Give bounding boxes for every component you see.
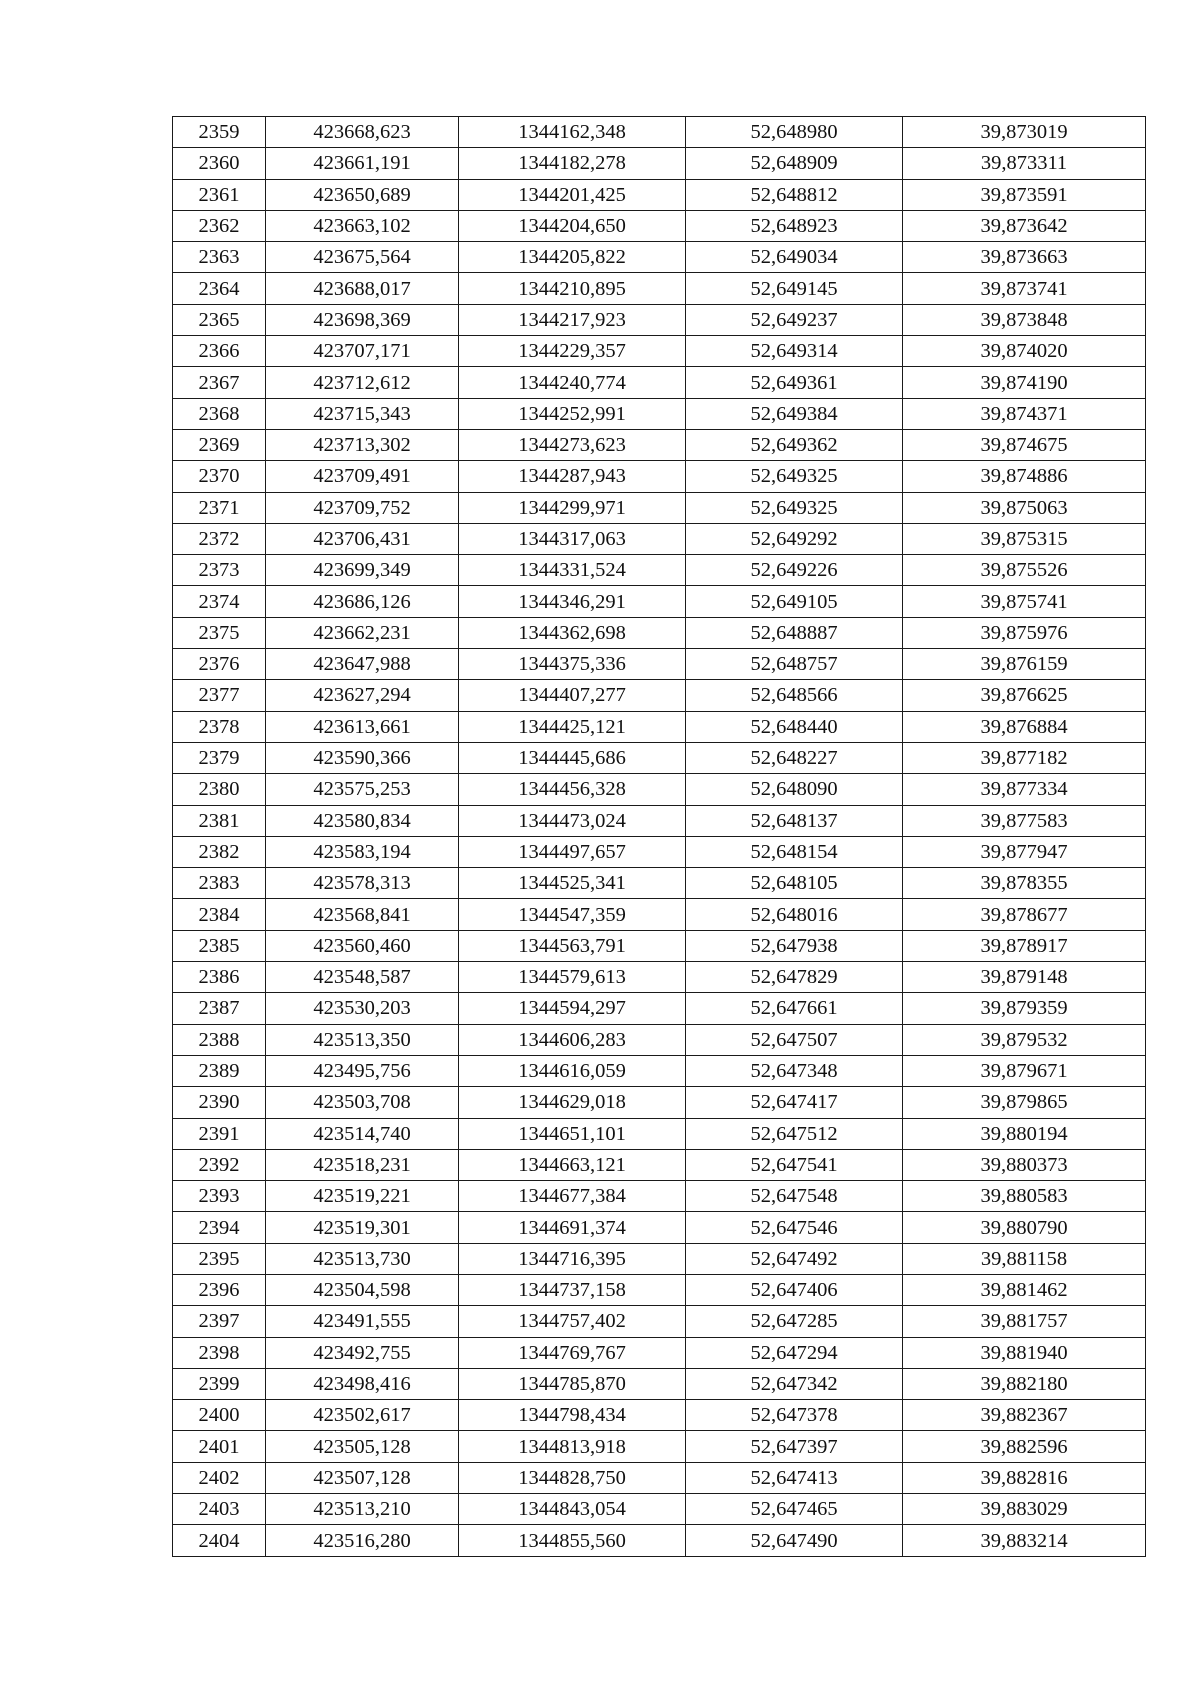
point-number-cell: 2386 bbox=[173, 962, 266, 993]
table-row bbox=[173, 523, 1146, 554]
latitude-cell: 52,649361 bbox=[686, 367, 903, 398]
longitude-cell: 39,880583 bbox=[903, 1181, 1146, 1212]
table-row bbox=[173, 993, 1146, 1024]
latitude-cell: 52,648090 bbox=[686, 774, 903, 805]
coord-y-cell: 1344843,054 bbox=[459, 1494, 686, 1525]
point-number-cell: 2393 bbox=[173, 1181, 266, 1212]
coord-x-cell: 423580,834 bbox=[266, 805, 459, 836]
longitude-cell: 39,880790 bbox=[903, 1212, 1146, 1243]
table-row bbox=[173, 1368, 1146, 1399]
table-row bbox=[173, 1055, 1146, 1086]
coord-x-cell: 423503,708 bbox=[266, 1087, 459, 1118]
coordinates-table-body bbox=[173, 117, 1146, 1557]
coord-y-cell: 1344425,121 bbox=[459, 711, 686, 742]
coord-x-cell: 423548,587 bbox=[266, 962, 459, 993]
longitude-cell: 39,877947 bbox=[903, 836, 1146, 867]
latitude-cell: 52,648440 bbox=[686, 711, 903, 742]
coord-x-cell: 423583,194 bbox=[266, 836, 459, 867]
coord-x-cell: 423495,756 bbox=[266, 1055, 459, 1086]
longitude-cell: 39,882367 bbox=[903, 1400, 1146, 1431]
coord-y-cell: 1344594,297 bbox=[459, 993, 686, 1024]
point-number-cell: 2396 bbox=[173, 1274, 266, 1305]
coord-y-cell: 1344204,650 bbox=[459, 210, 686, 241]
coord-x-cell: 423590,366 bbox=[266, 742, 459, 773]
latitude-cell: 52,647492 bbox=[686, 1243, 903, 1274]
latitude-cell: 52,648757 bbox=[686, 649, 903, 680]
longitude-cell: 39,875315 bbox=[903, 523, 1146, 554]
point-number-cell: 2371 bbox=[173, 492, 266, 523]
coord-x-cell: 423491,555 bbox=[266, 1306, 459, 1337]
longitude-cell: 39,873311 bbox=[903, 148, 1146, 179]
table-row bbox=[173, 1525, 1146, 1556]
coord-x-cell: 423627,294 bbox=[266, 680, 459, 711]
latitude-cell: 52,649034 bbox=[686, 242, 903, 273]
longitude-cell: 39,873019 bbox=[903, 117, 1146, 148]
coord-x-cell: 423709,491 bbox=[266, 461, 459, 492]
coord-y-cell: 1344716,395 bbox=[459, 1243, 686, 1274]
coord-y-cell: 1344205,822 bbox=[459, 242, 686, 273]
table-row bbox=[173, 836, 1146, 867]
coord-y-cell: 1344273,623 bbox=[459, 429, 686, 460]
point-number-cell: 2385 bbox=[173, 930, 266, 961]
table-row bbox=[173, 242, 1146, 273]
coord-x-cell: 423498,416 bbox=[266, 1368, 459, 1399]
latitude-cell: 52,647285 bbox=[686, 1306, 903, 1337]
longitude-cell: 39,882180 bbox=[903, 1368, 1146, 1399]
longitude-cell: 39,882816 bbox=[903, 1462, 1146, 1493]
point-number-cell: 2369 bbox=[173, 429, 266, 460]
latitude-cell: 52,649226 bbox=[686, 555, 903, 586]
longitude-cell: 39,881940 bbox=[903, 1337, 1146, 1368]
latitude-cell: 52,647406 bbox=[686, 1274, 903, 1305]
coord-y-cell: 1344629,018 bbox=[459, 1087, 686, 1118]
point-number-cell: 2395 bbox=[173, 1243, 266, 1274]
point-number-cell: 2362 bbox=[173, 210, 266, 241]
latitude-cell: 52,648016 bbox=[686, 899, 903, 930]
coord-y-cell: 1344201,425 bbox=[459, 179, 686, 210]
coord-y-cell: 1344757,402 bbox=[459, 1306, 686, 1337]
coord-y-cell: 1344182,278 bbox=[459, 148, 686, 179]
longitude-cell: 39,876159 bbox=[903, 649, 1146, 680]
point-number-cell: 2380 bbox=[173, 774, 266, 805]
point-number-cell: 2375 bbox=[173, 617, 266, 648]
coord-y-cell: 1344240,774 bbox=[459, 367, 686, 398]
coord-x-cell: 423699,349 bbox=[266, 555, 459, 586]
point-number-cell: 2360 bbox=[173, 148, 266, 179]
point-number-cell: 2373 bbox=[173, 555, 266, 586]
table-row bbox=[173, 1462, 1146, 1493]
table-row bbox=[173, 148, 1146, 179]
longitude-cell: 39,876625 bbox=[903, 680, 1146, 711]
table-row bbox=[173, 398, 1146, 429]
coord-x-cell: 423662,231 bbox=[266, 617, 459, 648]
table-row bbox=[173, 304, 1146, 335]
point-number-cell: 2389 bbox=[173, 1055, 266, 1086]
coord-y-cell: 1344497,657 bbox=[459, 836, 686, 867]
table-row bbox=[173, 617, 1146, 648]
point-number-cell: 2361 bbox=[173, 179, 266, 210]
point-number-cell: 2378 bbox=[173, 711, 266, 742]
table-row bbox=[173, 774, 1146, 805]
latitude-cell: 52,647378 bbox=[686, 1400, 903, 1431]
coord-y-cell: 1344473,024 bbox=[459, 805, 686, 836]
coord-x-cell: 423519,301 bbox=[266, 1212, 459, 1243]
coord-x-cell: 423706,431 bbox=[266, 523, 459, 554]
point-number-cell: 2383 bbox=[173, 868, 266, 899]
point-number-cell: 2391 bbox=[173, 1118, 266, 1149]
table-row bbox=[173, 367, 1146, 398]
longitude-cell: 39,873642 bbox=[903, 210, 1146, 241]
longitude-cell: 39,875741 bbox=[903, 586, 1146, 617]
coord-x-cell: 423516,280 bbox=[266, 1525, 459, 1556]
coord-x-cell: 423530,203 bbox=[266, 993, 459, 1024]
coord-x-cell: 423698,369 bbox=[266, 304, 459, 335]
point-number-cell: 2404 bbox=[173, 1525, 266, 1556]
point-number-cell: 2359 bbox=[173, 117, 266, 148]
coord-y-cell: 1344375,336 bbox=[459, 649, 686, 680]
coord-x-cell: 423513,730 bbox=[266, 1243, 459, 1274]
latitude-cell: 52,647342 bbox=[686, 1368, 903, 1399]
coord-y-cell: 1344525,341 bbox=[459, 868, 686, 899]
coord-x-cell: 423513,350 bbox=[266, 1024, 459, 1055]
latitude-cell: 52,647397 bbox=[686, 1431, 903, 1462]
longitude-cell: 39,883029 bbox=[903, 1494, 1146, 1525]
coord-x-cell: 423613,661 bbox=[266, 711, 459, 742]
coord-y-cell: 1344299,971 bbox=[459, 492, 686, 523]
coord-y-cell: 1344737,158 bbox=[459, 1274, 686, 1305]
table-row bbox=[173, 1118, 1146, 1149]
point-number-cell: 2402 bbox=[173, 1462, 266, 1493]
table-row bbox=[173, 649, 1146, 680]
latitude-cell: 52,647829 bbox=[686, 962, 903, 993]
longitude-cell: 39,879532 bbox=[903, 1024, 1146, 1055]
longitude-cell: 39,879148 bbox=[903, 962, 1146, 993]
coord-x-cell: 423675,564 bbox=[266, 242, 459, 273]
point-number-cell: 2388 bbox=[173, 1024, 266, 1055]
latitude-cell: 52,648137 bbox=[686, 805, 903, 836]
latitude-cell: 52,647938 bbox=[686, 930, 903, 961]
coord-y-cell: 1344456,328 bbox=[459, 774, 686, 805]
longitude-cell: 39,874886 bbox=[903, 461, 1146, 492]
coord-x-cell: 423661,191 bbox=[266, 148, 459, 179]
longitude-cell: 39,878355 bbox=[903, 868, 1146, 899]
coord-y-cell: 1344651,101 bbox=[459, 1118, 686, 1149]
coord-y-cell: 1344252,991 bbox=[459, 398, 686, 429]
table-row bbox=[173, 117, 1146, 148]
table-row bbox=[173, 461, 1146, 492]
latitude-cell: 52,647465 bbox=[686, 1494, 903, 1525]
coord-x-cell: 423514,740 bbox=[266, 1118, 459, 1149]
coord-y-cell: 1344210,895 bbox=[459, 273, 686, 304]
point-number-cell: 2400 bbox=[173, 1400, 266, 1431]
latitude-cell: 52,647294 bbox=[686, 1337, 903, 1368]
table-row bbox=[173, 1431, 1146, 1462]
table-row bbox=[173, 1024, 1146, 1055]
longitude-cell: 39,881158 bbox=[903, 1243, 1146, 1274]
table-row bbox=[173, 1243, 1146, 1274]
coord-y-cell: 1344287,943 bbox=[459, 461, 686, 492]
table-row bbox=[173, 1149, 1146, 1180]
coord-y-cell: 1344828,750 bbox=[459, 1462, 686, 1493]
latitude-cell: 52,648227 bbox=[686, 742, 903, 773]
point-number-cell: 2365 bbox=[173, 304, 266, 335]
latitude-cell: 52,649237 bbox=[686, 304, 903, 335]
latitude-cell: 52,648154 bbox=[686, 836, 903, 867]
latitude-cell: 52,647546 bbox=[686, 1212, 903, 1243]
coord-y-cell: 1344547,359 bbox=[459, 899, 686, 930]
latitude-cell: 52,649325 bbox=[686, 492, 903, 523]
table-row bbox=[173, 1274, 1146, 1305]
latitude-cell: 52,647490 bbox=[686, 1525, 903, 1556]
table-row bbox=[173, 930, 1146, 961]
latitude-cell: 52,647548 bbox=[686, 1181, 903, 1212]
table-row bbox=[173, 273, 1146, 304]
longitude-cell: 39,878677 bbox=[903, 899, 1146, 930]
latitude-cell: 52,647512 bbox=[686, 1118, 903, 1149]
point-number-cell: 2398 bbox=[173, 1337, 266, 1368]
coord-x-cell: 423650,689 bbox=[266, 179, 459, 210]
latitude-cell: 52,649292 bbox=[686, 523, 903, 554]
coord-y-cell: 1344691,374 bbox=[459, 1212, 686, 1243]
table-row bbox=[173, 1494, 1146, 1525]
coord-y-cell: 1344663,121 bbox=[459, 1149, 686, 1180]
point-number-cell: 2364 bbox=[173, 273, 266, 304]
table-row bbox=[173, 1087, 1146, 1118]
coord-x-cell: 423492,755 bbox=[266, 1337, 459, 1368]
longitude-cell: 39,874190 bbox=[903, 367, 1146, 398]
longitude-cell: 39,873848 bbox=[903, 304, 1146, 335]
point-number-cell: 2397 bbox=[173, 1306, 266, 1337]
coord-y-cell: 1344798,434 bbox=[459, 1400, 686, 1431]
coord-y-cell: 1344769,767 bbox=[459, 1337, 686, 1368]
latitude-cell: 52,647348 bbox=[686, 1055, 903, 1086]
latitude-cell: 52,648105 bbox=[686, 868, 903, 899]
longitude-cell: 39,874371 bbox=[903, 398, 1146, 429]
longitude-cell: 39,879865 bbox=[903, 1087, 1146, 1118]
longitude-cell: 39,880373 bbox=[903, 1149, 1146, 1180]
coord-x-cell: 423575,253 bbox=[266, 774, 459, 805]
point-number-cell: 2377 bbox=[173, 680, 266, 711]
table-row bbox=[173, 680, 1146, 711]
point-number-cell: 2382 bbox=[173, 836, 266, 867]
longitude-cell: 39,877334 bbox=[903, 774, 1146, 805]
table-row bbox=[173, 429, 1146, 460]
table-row bbox=[173, 711, 1146, 742]
latitude-cell: 52,649105 bbox=[686, 586, 903, 617]
coord-x-cell: 423504,598 bbox=[266, 1274, 459, 1305]
point-number-cell: 2381 bbox=[173, 805, 266, 836]
longitude-cell: 39,879671 bbox=[903, 1055, 1146, 1086]
point-number-cell: 2403 bbox=[173, 1494, 266, 1525]
longitude-cell: 39,875526 bbox=[903, 555, 1146, 586]
coord-x-cell: 423686,126 bbox=[266, 586, 459, 617]
longitude-cell: 39,877583 bbox=[903, 805, 1146, 836]
coord-y-cell: 1344362,698 bbox=[459, 617, 686, 648]
coord-y-cell: 1344855,560 bbox=[459, 1525, 686, 1556]
latitude-cell: 52,649314 bbox=[686, 336, 903, 367]
longitude-cell: 39,877182 bbox=[903, 742, 1146, 773]
point-number-cell: 2366 bbox=[173, 336, 266, 367]
coord-x-cell: 423568,841 bbox=[266, 899, 459, 930]
latitude-cell: 52,649145 bbox=[686, 273, 903, 304]
longitude-cell: 39,879359 bbox=[903, 993, 1146, 1024]
longitude-cell: 39,880194 bbox=[903, 1118, 1146, 1149]
table-row bbox=[173, 962, 1146, 993]
longitude-cell: 39,883214 bbox=[903, 1525, 1146, 1556]
point-number-cell: 2399 bbox=[173, 1368, 266, 1399]
coord-y-cell: 1344317,063 bbox=[459, 523, 686, 554]
point-number-cell: 2390 bbox=[173, 1087, 266, 1118]
coord-x-cell: 423713,302 bbox=[266, 429, 459, 460]
table-row bbox=[173, 555, 1146, 586]
table-row bbox=[173, 492, 1146, 523]
point-number-cell: 2384 bbox=[173, 899, 266, 930]
point-number-cell: 2401 bbox=[173, 1431, 266, 1462]
coord-x-cell: 423709,752 bbox=[266, 492, 459, 523]
table-row bbox=[173, 1212, 1146, 1243]
coord-x-cell: 423505,128 bbox=[266, 1431, 459, 1462]
latitude-cell: 52,648566 bbox=[686, 680, 903, 711]
longitude-cell: 39,876884 bbox=[903, 711, 1146, 742]
latitude-cell: 52,647507 bbox=[686, 1024, 903, 1055]
coord-x-cell: 423668,623 bbox=[266, 117, 459, 148]
table-row bbox=[173, 336, 1146, 367]
latitude-cell: 52,648980 bbox=[686, 117, 903, 148]
coord-x-cell: 423715,343 bbox=[266, 398, 459, 429]
coord-y-cell: 1344217,923 bbox=[459, 304, 686, 335]
coord-x-cell: 423647,988 bbox=[266, 649, 459, 680]
point-number-cell: 2363 bbox=[173, 242, 266, 273]
latitude-cell: 52,647413 bbox=[686, 1462, 903, 1493]
longitude-cell: 39,881757 bbox=[903, 1306, 1146, 1337]
coord-y-cell: 1344606,283 bbox=[459, 1024, 686, 1055]
longitude-cell: 39,873741 bbox=[903, 273, 1146, 304]
longitude-cell: 39,873591 bbox=[903, 179, 1146, 210]
point-number-cell: 2379 bbox=[173, 742, 266, 773]
coordinates-table bbox=[172, 116, 1146, 1557]
coord-y-cell: 1344579,613 bbox=[459, 962, 686, 993]
latitude-cell: 52,648923 bbox=[686, 210, 903, 241]
longitude-cell: 39,874675 bbox=[903, 429, 1146, 460]
point-number-cell: 2374 bbox=[173, 586, 266, 617]
point-number-cell: 2376 bbox=[173, 649, 266, 680]
table-row bbox=[173, 868, 1146, 899]
table-row bbox=[173, 1181, 1146, 1212]
point-number-cell: 2372 bbox=[173, 523, 266, 554]
coord-y-cell: 1344785,870 bbox=[459, 1368, 686, 1399]
coord-y-cell: 1344616,059 bbox=[459, 1055, 686, 1086]
table-row bbox=[173, 1400, 1146, 1431]
point-number-cell: 2367 bbox=[173, 367, 266, 398]
coord-x-cell: 423518,231 bbox=[266, 1149, 459, 1180]
point-number-cell: 2387 bbox=[173, 993, 266, 1024]
coord-y-cell: 1344331,524 bbox=[459, 555, 686, 586]
latitude-cell: 52,648887 bbox=[686, 617, 903, 648]
coord-x-cell: 423519,221 bbox=[266, 1181, 459, 1212]
coord-y-cell: 1344229,357 bbox=[459, 336, 686, 367]
point-number-cell: 2370 bbox=[173, 461, 266, 492]
table-row bbox=[173, 1337, 1146, 1368]
coord-y-cell: 1344162,348 bbox=[459, 117, 686, 148]
coord-x-cell: 423560,460 bbox=[266, 930, 459, 961]
point-number-cell: 2392 bbox=[173, 1149, 266, 1180]
coord-y-cell: 1344346,291 bbox=[459, 586, 686, 617]
table-row bbox=[173, 1306, 1146, 1337]
longitude-cell: 39,882596 bbox=[903, 1431, 1146, 1462]
longitude-cell: 39,881462 bbox=[903, 1274, 1146, 1305]
table-row bbox=[173, 586, 1146, 617]
latitude-cell: 52,647541 bbox=[686, 1149, 903, 1180]
table-row bbox=[173, 899, 1146, 930]
table-row bbox=[173, 805, 1146, 836]
longitude-cell: 39,874020 bbox=[903, 336, 1146, 367]
coord-y-cell: 1344563,791 bbox=[459, 930, 686, 961]
coord-x-cell: 423663,102 bbox=[266, 210, 459, 241]
coord-x-cell: 423578,313 bbox=[266, 868, 459, 899]
coord-x-cell: 423507,128 bbox=[266, 1462, 459, 1493]
latitude-cell: 52,649362 bbox=[686, 429, 903, 460]
point-number-cell: 2394 bbox=[173, 1212, 266, 1243]
latitude-cell: 52,647661 bbox=[686, 993, 903, 1024]
longitude-cell: 39,873663 bbox=[903, 242, 1146, 273]
coord-y-cell: 1344407,277 bbox=[459, 680, 686, 711]
coord-x-cell: 423502,617 bbox=[266, 1400, 459, 1431]
latitude-cell: 52,649325 bbox=[686, 461, 903, 492]
coord-y-cell: 1344677,384 bbox=[459, 1181, 686, 1212]
coord-y-cell: 1344445,686 bbox=[459, 742, 686, 773]
coord-y-cell: 1344813,918 bbox=[459, 1431, 686, 1462]
latitude-cell: 52,649384 bbox=[686, 398, 903, 429]
longitude-cell: 39,878917 bbox=[903, 930, 1146, 961]
coord-x-cell: 423707,171 bbox=[266, 336, 459, 367]
coord-x-cell: 423513,210 bbox=[266, 1494, 459, 1525]
coord-x-cell: 423712,612 bbox=[266, 367, 459, 398]
coord-x-cell: 423688,017 bbox=[266, 273, 459, 304]
latitude-cell: 52,647417 bbox=[686, 1087, 903, 1118]
longitude-cell: 39,875976 bbox=[903, 617, 1146, 648]
latitude-cell: 52,648909 bbox=[686, 148, 903, 179]
longitude-cell: 39,875063 bbox=[903, 492, 1146, 523]
table-row bbox=[173, 210, 1146, 241]
latitude-cell: 52,648812 bbox=[686, 179, 903, 210]
table-row bbox=[173, 742, 1146, 773]
point-number-cell: 2368 bbox=[173, 398, 266, 429]
table-row bbox=[173, 179, 1146, 210]
